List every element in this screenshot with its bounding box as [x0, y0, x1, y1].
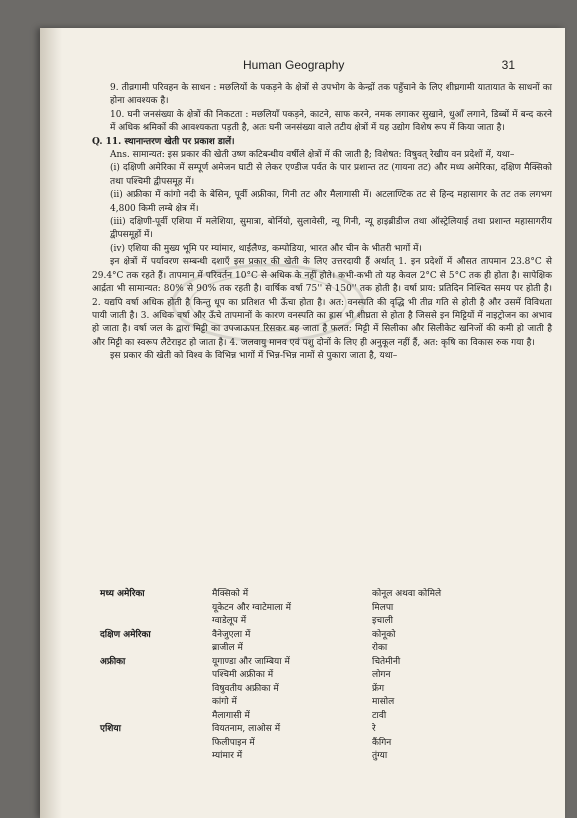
answer-intro: Ans. सामान्यत: इस प्रकार की खेती उष्ण कटिबन्धीय वर्षीले क्षेत्रों में की जाती है; विशेषत: विषुवत् रेखीय वन प्रदेशों में, यथा–: [110, 150, 515, 161]
paragraph-names-intro: इस प्रकार की खेती को विश्व के विभिन्न भागों में भिन्न-भिन्न नामों से पुकारा जाता है, यथा–: [110, 351, 398, 362]
region-cell: [100, 696, 212, 710]
table-row: [100, 615, 540, 629]
table-row: [100, 656, 540, 670]
place-cell: पश्चिमी अफ्रीका में: [212, 670, 274, 680]
local-name-cell: चितेमीनी: [372, 656, 401, 667]
page-number: 31: [501, 58, 515, 72]
local-name-cell: कोनूल अथवा कोमिले: [372, 589, 442, 599]
place-cell: यूकेटन और ग्वाटेमाला में: [212, 602, 292, 613]
list-item-asia-mainland: (iv) एशिया की मुख्य भूमि पर म्यांमार, थाईलैण्ड, कम्पोडिया, भारत और चीन के भीतरी भागों में।: [110, 243, 422, 254]
region-cell: [100, 750, 212, 764]
local-name-cell: रे: [372, 724, 376, 734]
place-cell: विषुवतीय अफ्रीका में: [212, 683, 279, 694]
list-item-africa: (ii) अफ्रीका में कांगो नदी के बेसिन, पूर्वी अफ्रीका, गिनी तट और मैलागासी में। अटलाण्टिक तट से हिन्द महासागर के तट तक लगभग 4,800 किमी लम्बे क्षेत्र में।: [110, 190, 552, 214]
region-cell: अफ्रीका: [100, 656, 126, 667]
page-header: [40, 58, 565, 76]
local-name-cell: लोगन: [372, 670, 391, 680]
names-table: [100, 588, 540, 764]
table-row: [100, 710, 540, 724]
table-row: [100, 642, 540, 656]
local-name-cell: रोका: [372, 643, 388, 653]
running-title: Human Geography: [243, 58, 345, 72]
table-row: [100, 629, 540, 643]
place-cell: म्यांमार में: [212, 751, 243, 761]
region-cell: [100, 710, 212, 724]
local-name-cell: टावी: [372, 710, 387, 721]
region-cell: एशिया: [100, 724, 121, 734]
table-row: [100, 723, 540, 737]
table-row: [100, 696, 540, 710]
table-row: [100, 683, 540, 697]
region-cell: [100, 615, 212, 629]
paragraph-environment: इन क्षेत्रों में पर्यावरण सम्बन्धी दशाएँ इस प्रकार की खेती के लिए उत्तरदायी हैं अर्थात् 1. इन प्रदेशों में औसत तापमान 23.8°C से 29.4°C तक रहते हैं। तापमान में परिवर्तन 10°C से अधिक के नहीं होते। कभी-कभी तो यह केवल 2°C से 5°C तक ही होता है। सापेक्षिक आर्द्रता भी सामान्यत: 80% से 90% तक रहती है। वार्षिक वर्षा 75'' से 150'' तक होती है। वर्षा प्राय: प्रतिदिन निश्चित समय पर होती है। 2. यद्यपि वर्षा अधिक होती है किन्तु धूप का प्रतिशत भी ऊँचा होता है। अत: वनस्पति की वृद्धि भी तीव्र गति से होती है और उसमें विविधता पायी जाती है। 3. अधिक वर्षा और ऊँचे तापमानों के कारण वनस्पति का ह्रास भी शीघ्रता से होता है जिससे इन मिट्टियों में नाइट्रोजन का अभाव हो जाता है। वर्षा जल के द्वारा मिट्टी का उपजाऊपन रिसकर बह जाता है फलत: मिट्टी में सिलीका और सिलीकेट खनिजों की कमी हो जाती है और मिट्टी का स्वरूप लैटेराइट हो जाता है। 4. जलवायु मानव एवं पशु दोनों के लिए ही अनुकूल नहीं हैं, अत: कृषि का विकास रुक गया है।: [92, 257, 552, 348]
table-row: [100, 669, 540, 683]
local-name-cell: इचाली: [372, 616, 393, 626]
list-item-southeast-asia: (iii) दक्षिणी-पूर्वी एशिया में मलेशिया, सुमात्रा, बोर्नियो, सुलावेसी, न्यू गिनी, न्यू हाइब्रीडीज तथा ऑस्ट्रेलियाई तथा प्रशान्त महासागरीय द्वीपसमूहों में।: [110, 217, 552, 241]
place-cell: यूगाण्डा और जाम्बिया में: [212, 656, 290, 667]
table-row: [100, 750, 540, 764]
place-cell: मैक्सिको में: [212, 589, 249, 599]
region-cell: [100, 683, 212, 697]
book-page: [40, 28, 565, 818]
place-cell: कांगो में: [212, 697, 237, 707]
place-cell: वैनेजुएला में: [212, 629, 251, 640]
place-cell: वियतनाम, लाओस में: [212, 724, 281, 734]
region-cell: [100, 642, 212, 656]
table-row: [100, 737, 540, 751]
list-item-south-america: (i) दक्षिणी अमेरिका में सम्पूर्ण अमेजन घाटी से लेकर एण्डीज पर्वत के पार प्रशान्त तट (गायना तट) और मध्य अमेरिका, दक्षिण मैक्सिको तथा पश्चिमी द्वीपसमूह में।: [110, 163, 552, 187]
place-cell: ग्वाडेलूप में: [212, 616, 247, 626]
local-name-cell: मासोल: [372, 697, 395, 707]
local-name-cell: कोनूको: [372, 629, 396, 640]
region-cell: [100, 669, 212, 683]
table-row: [100, 588, 540, 602]
place-cell: ब्राजील में: [212, 643, 243, 653]
paragraph-transport: 9. तीव्रगामी परिवहन के साधन : मछलियों के पकड़ने के क्षेत्रों से उपभोग के केन्द्रों तक पहुँचाने के लिए शीघ्रगामी यातायात के साधनों का होना आवश्यक है।: [110, 83, 552, 107]
table-row: [100, 602, 540, 616]
local-name-cell: फ्रेंग: [372, 683, 385, 694]
local-name-cell: तुंग्या: [372, 751, 388, 761]
body-text: [92, 82, 552, 364]
paragraph-population: 10. घनी जनसंख्या के क्षेत्रों की निकटता : मछलियाँ पकड़ने, काटने, साफ करने, नमक लगाकर सुखाने, धुआँ लगाने, डिब्बों में बन्द करने में अधिक श्रमिकों की आवश्यकता पड़ती है, अतः घनी जनसंख्या वाले तटीय क्षेत्रों में यह उद्योग विशेष रूप में किया जाता है।: [110, 109, 552, 134]
page-gutter-shadow: [40, 28, 62, 818]
region-cell: [100, 602, 212, 616]
region-cell: दक्षिण अमेरिका: [100, 629, 151, 640]
place-cell: फिलीपाइन में: [212, 737, 255, 748]
local-name-cell: मिलपा: [372, 602, 394, 613]
question-heading: Q. 11. स्थानान्तरण खेती पर प्रकाश डालें।: [92, 136, 235, 147]
region-cell: मध्य अमेरिका: [100, 589, 145, 599]
place-cell: मैलागासी में: [212, 710, 250, 721]
local-name-cell: कैंगिन: [372, 737, 392, 748]
region-cell: [100, 737, 212, 751]
